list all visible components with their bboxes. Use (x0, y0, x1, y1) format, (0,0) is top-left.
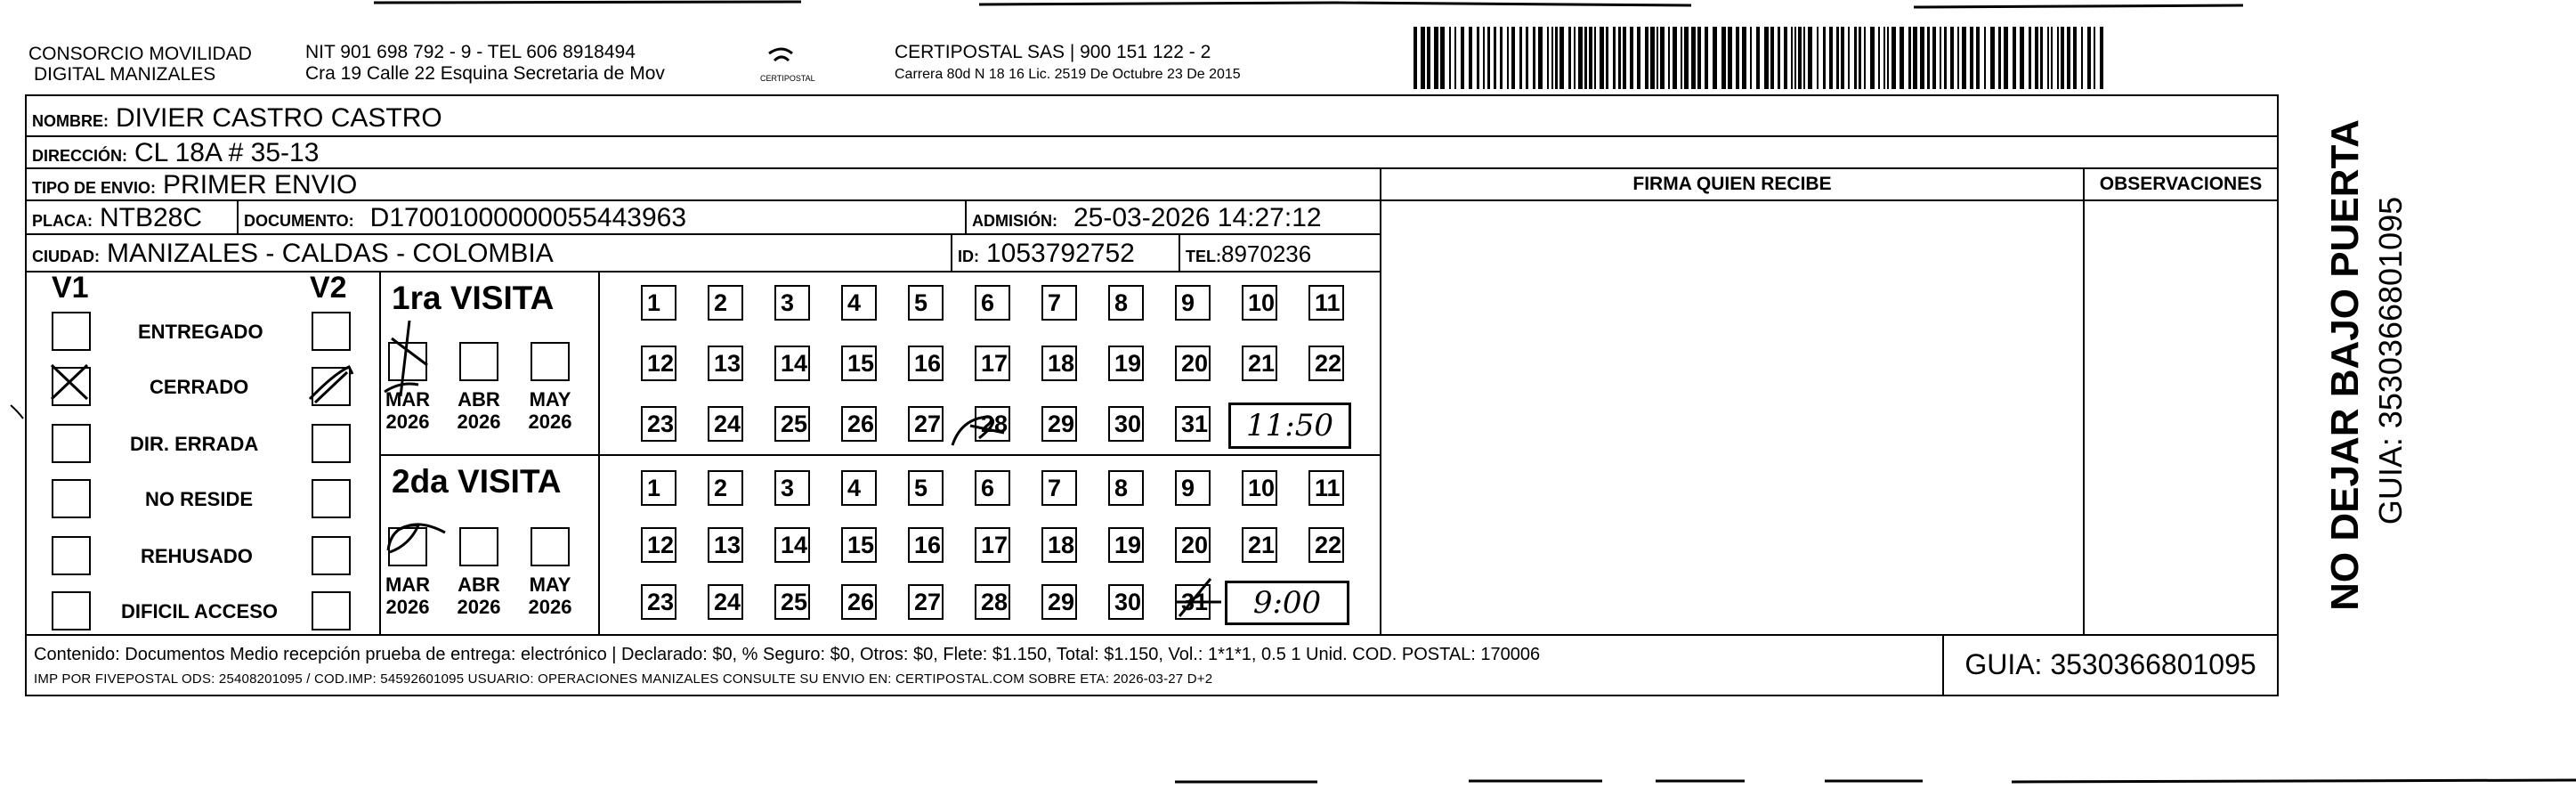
day-number: 25 (781, 411, 808, 437)
month-year: 2026 (457, 411, 501, 433)
day-number: 6 (981, 289, 995, 316)
imp-text: IMP POR FIVEPOSTAL ODS: 25408201095 / COD.IMP: 54592601095 USUARIO: OPERACIONES MANIZALES CONSULTE SU ENVIO EN: CERTIPOSTAL.COM SOBRE ETA: 2026-03-27 D+2 (34, 671, 1213, 687)
day-number: 13 (714, 532, 741, 558)
admision-value: 25-03-2026 14:27:12 (1073, 203, 1322, 232)
observaciones-area (2083, 199, 2279, 636)
day-number: 6 (981, 475, 995, 501)
firma-header (1380, 167, 2085, 201)
tel-label: TEL: (1186, 248, 1221, 265)
day-number: 24 (714, 411, 741, 437)
day-number: 22 (1315, 532, 1342, 558)
month-year: 2026 (528, 411, 572, 433)
first-visit-title: 1ra VISITA (392, 280, 555, 316)
day-number: 31 (1181, 411, 1209, 437)
day-number: 28 (981, 411, 1009, 437)
observaciones-header (2083, 167, 2279, 201)
month-year: 2026 (457, 596, 501, 618)
scan-edge-bottom (0, 777, 2576, 789)
documento-value: D17001000000055443963 (369, 203, 687, 232)
no-dejar-text: NO DEJAR BAJO PUERTA (2323, 119, 2367, 611)
status-label: ENTREGADO (138, 321, 263, 343)
day-number: 17 (981, 532, 1009, 558)
day-number: 17 (981, 350, 1009, 377)
day-number: 8 (1114, 475, 1129, 501)
day-number: 1 (647, 289, 661, 316)
day-number: 9 (1181, 475, 1195, 501)
month-year: 2026 (528, 596, 572, 618)
day-number: 10 (1248, 289, 1276, 316)
day-number: 13 (714, 350, 741, 377)
day-number: 5 (914, 289, 928, 316)
footer-info (25, 634, 1944, 696)
day-number: 16 (914, 350, 942, 377)
month-year: 2026 (385, 411, 430, 433)
guia-box-text: GUIA: 3530366801095 (1964, 648, 2256, 680)
day-number: 20 (1181, 532, 1209, 558)
day-number: 7 (1048, 475, 1062, 501)
v1-header: V1 (52, 271, 89, 305)
day-number: 10 (1248, 475, 1276, 501)
status-label: CERRADO (150, 376, 249, 398)
day-number: 9 (1181, 289, 1195, 316)
day-number: 15 (847, 532, 875, 558)
day-number: 15 (847, 350, 875, 377)
day-number: 2 (714, 289, 728, 316)
day-number: 11 (1315, 289, 1341, 316)
placa-label: PLACA: (32, 212, 93, 230)
day-number: 14 (781, 350, 808, 377)
day-number: 27 (914, 589, 942, 615)
status-label: DIFICIL ACCESO (121, 600, 279, 622)
observaciones-label: OBSERVACIONES (2099, 174, 2263, 194)
courier-line: CERTIPOSTAL SAS | 900 151 122 - 2 (895, 42, 1211, 62)
day-number: 22 (1315, 350, 1342, 377)
courier-logo-text: CERTIPOSTAL (760, 74, 815, 83)
day-number: 16 (914, 532, 942, 558)
day-number: 29 (1048, 589, 1075, 615)
tel-value: 8970236 (1221, 240, 1312, 267)
nit-line: NIT 901 698 792 - 9 - TEL 606 8918494 (305, 42, 636, 62)
guia-box (1942, 634, 2279, 696)
id-value: 1053792752 (986, 239, 1135, 268)
day-number: 30 (1114, 589, 1142, 615)
month-name: ABR (458, 388, 500, 411)
day-number: 12 (647, 350, 675, 377)
day-number: 27 (914, 411, 942, 437)
status-label: NO RESIDE (145, 488, 254, 510)
day-number: 31 (1181, 589, 1209, 615)
placa-value: NTB28C (100, 203, 203, 232)
status-label: REHUSADO (141, 545, 253, 567)
month-name: MAY (529, 388, 571, 411)
handwritten-marks (0, 0, 1389, 641)
month-year: 2026 (385, 596, 430, 618)
first-visit-time: 11:50 (1228, 403, 1351, 449)
contenido-text: Contenido: Documentos Medio recepción prueba de entrega: electrónico | Declarado: $0, % Seguro: $0, Otros: $0, Flete: $1.150, Total: $1.150, Vol.: 1*1*1, 0.5 1 Unid. COD. POSTAL: 170006 (34, 645, 1541, 664)
day-number: 8 (1114, 289, 1129, 316)
side-guia-text: GUIA: 3530366801095 (2372, 196, 2409, 525)
day-number: 3 (781, 289, 795, 316)
direccion-value: CL 18A # 35-13 (134, 138, 320, 167)
nombre-value: DIVIER CASTRO CASTRO (116, 103, 442, 133)
day-number: 5 (914, 475, 928, 501)
second-visit-time: 9:00 (1225, 581, 1349, 625)
firma-area (1380, 199, 2085, 636)
day-number: 23 (647, 589, 675, 615)
day-number: 21 (1248, 532, 1276, 558)
nombre-label: NOMBRE: (32, 112, 109, 130)
company-name-line2: DIGITAL MANIZALES (34, 64, 216, 85)
month-name: ABR (458, 573, 500, 596)
day-number: 26 (847, 589, 875, 615)
day-number: 23 (647, 411, 675, 437)
v2-header: V2 (310, 271, 347, 305)
ciudad-label: CIUDAD: (32, 248, 100, 265)
day-number: 21 (1248, 350, 1276, 377)
courier-address: Carrera 80d N 18 16 Lic. 2519 De Octubre 23 De 2015 (895, 67, 1241, 82)
direccion-label: DIRECCIÓN: (32, 147, 127, 165)
day-number: 30 (1114, 411, 1142, 437)
side-guia (2373, 151, 2409, 570)
documento-label: DOCUMENTO: (244, 212, 354, 230)
second-visit-title: 2da VISITA (392, 463, 562, 500)
barcode (1414, 27, 2108, 89)
side-no-dejar (2325, 116, 2366, 614)
month-name: MAY (529, 573, 571, 596)
day-number: 18 (1048, 350, 1075, 377)
address-line: Cra 19 Calle 22 Esquina Secretaria de Mov (305, 63, 665, 84)
ciudad-value: MANIZALES - CALDAS - COLOMBIA (107, 239, 554, 268)
day-number: 20 (1181, 350, 1209, 377)
month-name: MAR (385, 388, 431, 411)
firma-label: FIRMA QUIEN RECIBE (1632, 174, 1832, 194)
tipo-label: TIPO DE ENVIO: (32, 179, 157, 197)
day-number: 4 (847, 289, 862, 316)
day-number: 14 (781, 532, 808, 558)
day-number: 4 (847, 475, 862, 501)
id-label: ID: (958, 248, 979, 265)
day-number: 12 (647, 532, 675, 558)
day-number: 25 (781, 589, 808, 615)
day-number: 19 (1114, 350, 1142, 377)
day-number: 1 (647, 475, 661, 501)
month-name: MAR (385, 573, 431, 596)
tipo-value: PRIMER ENVIO (163, 170, 358, 199)
day-number: 28 (981, 589, 1009, 615)
day-number: 19 (1114, 532, 1142, 558)
day-number: 7 (1048, 289, 1062, 316)
day-number: 18 (1048, 532, 1075, 558)
day-number: 29 (1048, 411, 1075, 437)
day-number: 2 (714, 475, 728, 501)
company-name-line1: CONSORCIO MOVILIDAD (28, 44, 252, 64)
day-number: 3 (781, 475, 795, 501)
day-number: 24 (714, 589, 741, 615)
admision-label: ADMISIÓN: (972, 212, 1057, 230)
day-number: 26 (847, 411, 875, 437)
status-label: DIR. ERRADA (130, 433, 259, 455)
day-number: 11 (1315, 475, 1341, 501)
